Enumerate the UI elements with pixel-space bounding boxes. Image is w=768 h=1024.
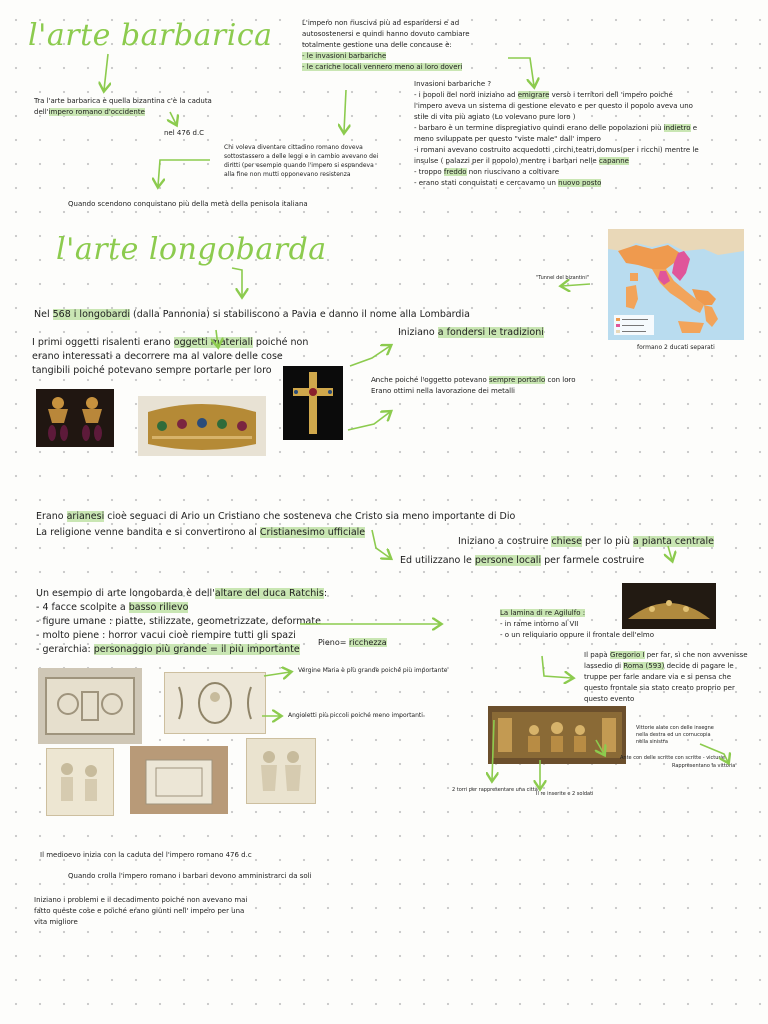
intro-text: Tra l'arte barbarica è quella bizantina c'è la caduta dell'impero romano d'occidente xyxy=(34,97,212,116)
persone-locali-note: Ed utilizzano le persone locali per farmele costruire xyxy=(400,555,645,566)
arrow-to-vergine xyxy=(264,672,290,676)
invasions-note: Invasioni barbariche ? - i popoli del nord iniziano ad emigrare verso i territori dell 'impero poiché l'impero aveva un sistema di gestione elevato e per questo il popolo aveva uno stile di vita più agiato (Lo volevano pure loro ) - barbaro è un termine dispregiativo quindi erano delle popolazioni più indietro e meno sviluppate per questo "viste male" dall' impero -i romani avevano costruito acquedotti ,circhi,teatri,domus(per i ricchi) mentre le insulse ( palazzi per il popolo) mentre i barbari nelle capanne - troppo freddo non riuscivano a coltivare - erano stati conquistati e cercavamo un nuovo posto xyxy=(414,80,699,187)
date-476: nel 476 d.C xyxy=(164,129,205,137)
scritte-note: Ante con delle scritte con scritte - victurie xyxy=(620,755,725,761)
earrings-image xyxy=(36,389,114,447)
italy-map-image xyxy=(608,229,744,340)
map-note-tunnel: "Tunnel del bizantini" xyxy=(536,275,590,281)
gregorio-note: Il papà Gregorio I per far, sì che non avvenisse lassedio di Roma (593) decide di pagare le truppe per farle andare via e si pensa che questo frontale sia stato creato proprio per questo evento xyxy=(584,651,748,703)
medioevo-note: Il medioevo inizia con la caduta del l'impero romano 476 d.c xyxy=(40,851,252,859)
arrow-citizen-to-descend xyxy=(158,160,210,186)
oggetti-materiali-note: I primi oggetti risalenti erano oggetti materiali poiché non erano interessati a decorrere ma al valore delle cose tangibili poiché potevano sempre portarle per loro xyxy=(32,337,309,376)
altar-image-2 xyxy=(130,746,228,814)
cross-image xyxy=(283,366,343,440)
descend-note: Quando scendono conquistano più della metà della penisola italiana xyxy=(68,200,308,208)
arrow-to-gregorio xyxy=(542,656,572,678)
arianesi-note: Erano arianesi cioè seguaci di Ario un Cristiano che sosteneva che Cristo sia meno importante di Dio La religione venne bandita e si convertirono al Cristianesimo ufficiale xyxy=(36,511,516,538)
crolla-note: Quando crolla l'impero romano i barbari devono amministrarci da soli xyxy=(68,872,312,880)
lamina-note: La lamina di re Agilulfo : - in rame intorno al VII - o un reliquiario oppure il frontale dell'elmo xyxy=(500,609,655,639)
pieno-ricchezza: Pieno= ricchezza xyxy=(318,638,387,647)
empire-note: L'impero non riusciva più ad espandersi e ad autosostenersi e quindi hanno dovuto cambiare totalmente gestione una delle concause è: - le invasioni barbariche - le cariche locali vennero meno ai loro doveri xyxy=(302,19,470,71)
lamina-detail-image xyxy=(488,706,626,764)
vergine-note: Vergine Maria è più grande poiché più importante xyxy=(298,667,448,674)
angioletti-note: Angioletti più piccoli poiché meno importanti xyxy=(288,712,423,719)
arrow-longobarda-to-text xyxy=(232,268,242,296)
title-arte-longobarda: l'arte longobarda xyxy=(56,232,327,267)
fondersi-tradizioni: Iniziano a fondersi le tradizioni xyxy=(398,327,544,338)
torri-note: 2 torri per rappresentare una città xyxy=(452,787,538,793)
citizen-note: Chi voleva diventare cittadino romano doveva sottostassero a delle leggi e in cambio avevano dei diritti (per esempio quando l'impero si espandeva alla fine non mutti opponevano resistenza xyxy=(224,144,379,178)
altar-image-1 xyxy=(38,668,142,744)
altar-panel-virgin-image xyxy=(164,672,266,734)
altar-panel-angels-image xyxy=(246,738,316,804)
title-arte-barbarica: l'arte barbarica xyxy=(28,18,273,53)
re-soldati-note: Il re inserite e 2 soldati xyxy=(536,791,594,797)
problemi-note: Iniziano i problemi e il decadimento poiché non avevano mai fatto queste cose e poiché erano giunti nell' impero per una vita migliore xyxy=(34,896,248,926)
ratchis-note: Un esempio di arte longobarda è dell'altare del duca Ratchis: - 4 facce scolpite a basso rilievo - figure umane : piatte, stilizzate, geometrizzate, deformate - molto piene : horror vacui cioè riempire tutti gli spazi - gerarchia: personaggio più grande = il più importante xyxy=(36,588,328,655)
arrow-to-fondersi xyxy=(350,346,390,366)
metal-note: Anche poiché l'oggetto potevano sempre portarlo con loro Erano ottimi nella lavorazione dei metalli xyxy=(371,376,576,395)
altar-panel-2-image xyxy=(46,748,114,816)
map-note-ducati: formano 2 ducati separati xyxy=(637,344,715,351)
arrow-title-to-intro xyxy=(104,54,108,90)
longobardi-568: Nel 568 i longobardi (dalla Pannonia) si stabiliscono a Pavia e danno il nome alla Lombardia xyxy=(34,309,470,320)
arrow-to-metal xyxy=(348,412,390,430)
chiese-note: Iniziano a costruire chiese per lo più a pianta centrale xyxy=(458,536,714,547)
arrow-map-note xyxy=(562,284,590,286)
crown-image xyxy=(138,396,266,456)
rappresenta-note: Rappresentano la vittoria xyxy=(672,763,736,769)
arrow-empire-down xyxy=(344,90,346,132)
vittorie-note: Vittorie alate con delle insegne nella destra ed un cornucopia nella sinistra xyxy=(636,725,714,745)
